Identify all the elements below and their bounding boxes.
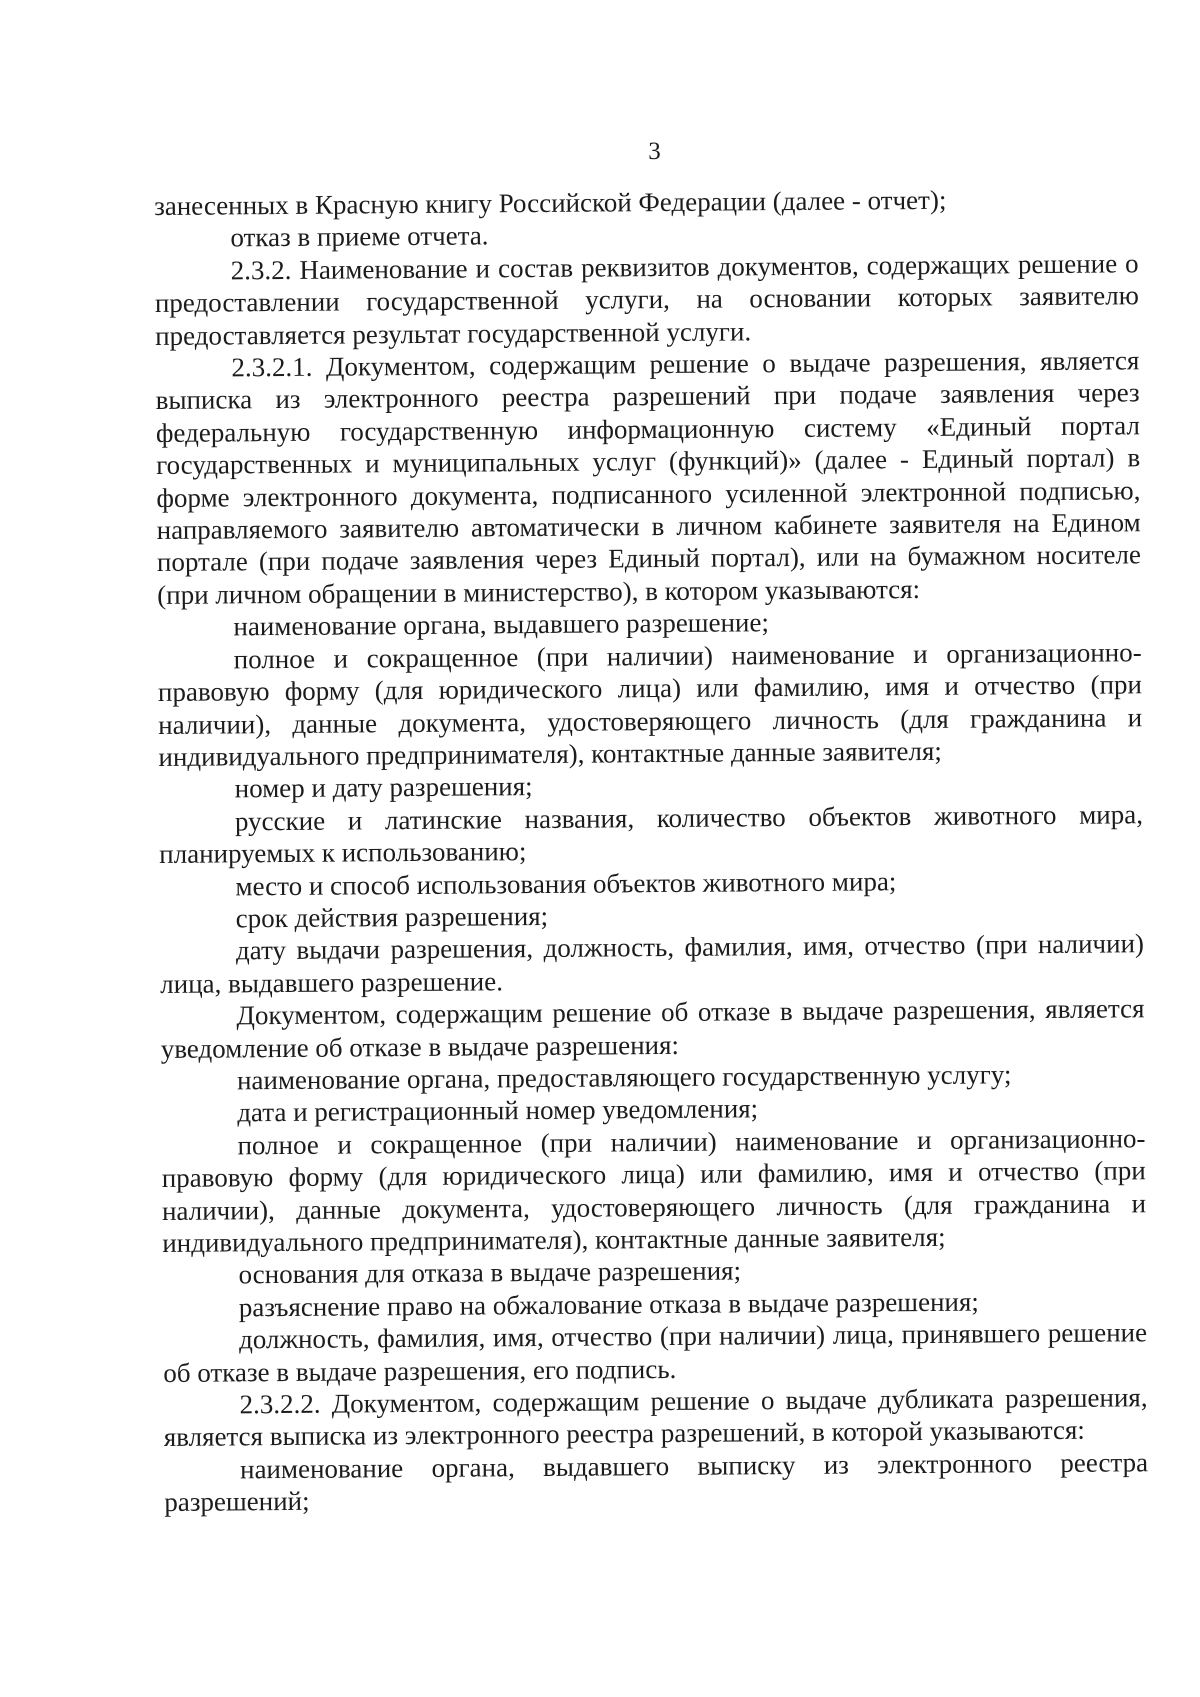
paragraph: наименование органа, предоставляющего государственную услугу; — [236, 1059, 1012, 1096]
paragraph: наименование органа, выдавшего разрешение; — [233, 607, 770, 642]
paragraph: полное и сокращенное (при наличии) наименование и организационно-правовую форму (для юридического лица) или фамилию, имя и отчество (при наличии), данные документа, удостоверяющего личность (для гражданина и индивидуального предпринимателя), контактные данные заявителя; — [161, 1123, 1147, 1258]
paragraph: разъяснение право на обжалование отказа в выдаче разрешения; — [238, 1286, 979, 1323]
paragraph: основания для отказа в выдаче разрешения; — [238, 1255, 742, 1290]
paragraph: место и способ использования объектов животного мира; — [235, 865, 897, 901]
paragraph: полное и сокращенное (при наличии) наименование и организационно-правовую форму (для юридического лица) или фамилию, имя и отчество (при наличии), данные документа, удостоверяющего личность (для гражданина и индивидуального предпринимателя), контактные данные заявителя; — [157, 636, 1143, 772]
document-body — [154, 182, 1148, 1518]
paragraph: 2.3.2.2. Документом, содержащим решение о выдаче дубликата разрешения, является выписка из электронного реестра разрешений, в которой указываются: — [163, 1382, 1148, 1453]
paragraph: занесенных в Красную книгу Российской Федерации (далее - отчет); — [154, 184, 947, 221]
paragraph: русские и латинские названия, количество объектов животного мира, планируемых к использованию; — [159, 798, 1144, 870]
paragraph: дату выдачи разрешения, должность, фамилия, имя, отчество (при наличии) лица, выдавшего разрешение. — [160, 928, 1145, 999]
paragraph: 2.3.2. Наименование и состав реквизитов документов, содержащих решение о предоставлении государственной услуги, на основании которых заявителю предоставляется результат государственной услуги. — [154, 248, 1139, 351]
paragraph: дата и регистрационный номер уведомления; — [237, 1093, 759, 1128]
paragraph: 2.3.2.1. Документом, содержащим решение о выдаче разрешения, является выписка из электронного реестра разрешений при подаче заявления через федеральную государственную информационную систему «Единый портал государственных и муниципальных услуг (функций)» (далее - Единый портал) в форме электронного документа, подписанного усиленной электронной подписью, направляемого заявителю автоматически в личном кабинете заявителя на Едином портале (при подаче заявления через Единый портал), или на бумажном носителе (при личном обращении в министерство), в котором указываются: — [155, 345, 1142, 610]
paragraph: должность, фамилия, имя, отчество (при наличии) лица, принявшего решение об отказе в выдаче разрешения, его подпись. — [163, 1317, 1148, 1388]
paragraph: наименование органа, выдавшего выписку из электронного реестра разрешений; — [164, 1447, 1149, 1518]
paragraph: отказ в приеме отчета. — [230, 220, 489, 253]
page-number: 3 — [648, 138, 662, 165]
paragraph: срок действия разрешения; — [235, 900, 549, 934]
paragraph: номер и дату разрешения; — [234, 771, 533, 804]
paragraph: Документом, содержащим решение об отказе в выдаче разрешения, является уведомление об отказе в выдаче разрешения: — [160, 993, 1145, 1064]
